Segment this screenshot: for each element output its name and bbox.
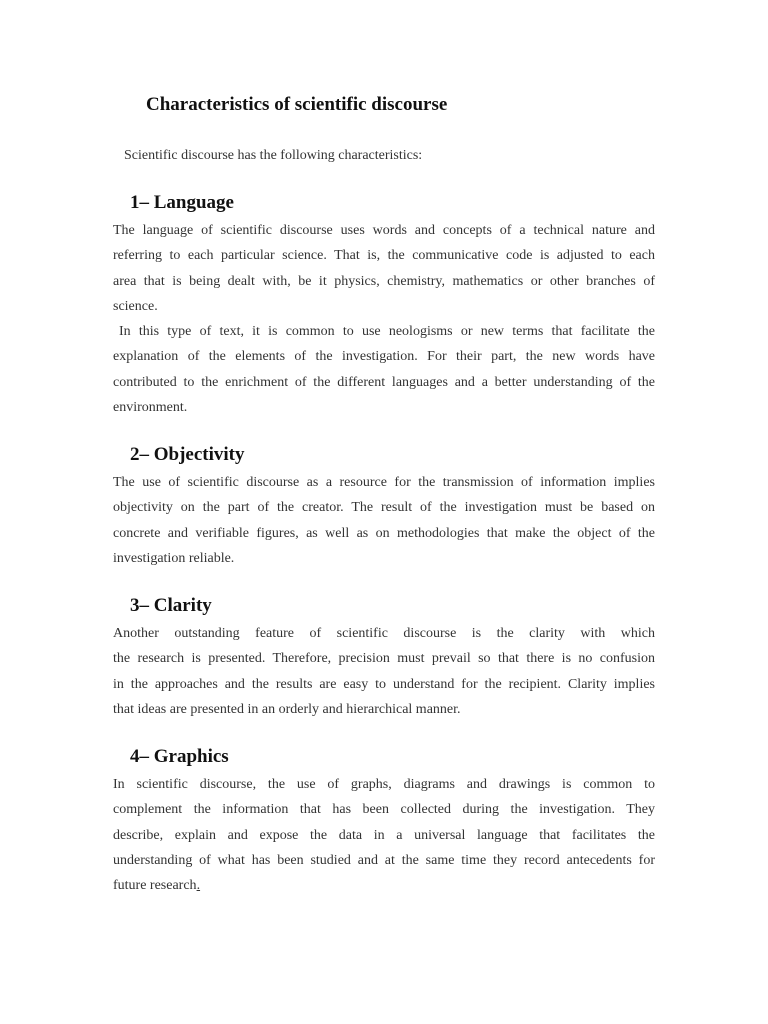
paragraph-line: complement the information that has been collected during the investigation. They (113, 802, 655, 818)
paragraph-line: that ideas are presented in an orderly and hierarchical manner. (113, 701, 461, 717)
paragraph-line: environment. (113, 399, 188, 415)
paragraph-line: objectivity on the part of the creator. The result of the investigation must be based on (113, 500, 655, 516)
paragraph-line: Another outstanding feature of scientific discourse is the clarity with which (113, 626, 655, 641)
paragraph-line: explanation of the elements of the investigation. For their part, the new words have (113, 349, 655, 365)
paragraph-line: describe, explain and expose the data in a universal language that facilitates the (113, 827, 655, 843)
paragraph-line: the research is presented. Therefore, precision must prevail so that there is no confusion (113, 651, 655, 667)
document-title: Characteristics of scientific discourse (146, 94, 448, 115)
section-objectivity-paragraph (113, 470, 655, 571)
section-heading-graphics: 4– Graphics (130, 746, 229, 767)
section-heading-objectivity: 2– Objectivity (130, 444, 245, 465)
paragraph-line: The language of scientific discourse uses words and concepts of a technical nature and (113, 223, 655, 238)
section-graphics-paragraph (113, 772, 655, 898)
section-language-paragraph-1 (113, 218, 655, 319)
paragraph-line-text: future research (113, 878, 197, 894)
intro-text: Scientific discourse has the following characteristics: (124, 148, 423, 163)
section-heading-clarity: 3– Clarity (130, 595, 212, 616)
paragraph-line: area that is being dealt with, be it physics, chemistry, mathematics or other branches of (113, 273, 655, 289)
paragraph-line: referring to each particular science. That is, the communicative code is adjusted to each (113, 248, 655, 264)
section-clarity-paragraph (113, 621, 655, 722)
paragraph-line: investigation reliable. (113, 550, 235, 566)
paragraph-line: In scientific discourse, the use of graphs, diagrams and drawings is common to (113, 777, 655, 792)
paragraph-line: contributed to the enrichment of the different languages and a better understanding of the (113, 374, 655, 390)
paragraph-line: science. (113, 298, 158, 314)
section-heading-language: 1– Language (130, 192, 234, 213)
paragraph-line: concrete and verifiable figures, as well as on methodologies that make the object of the (113, 525, 655, 541)
section-language-paragraph-2 (113, 319, 655, 420)
paragraph-line: The use of scientific discourse as a resource for the transmission of information implies (113, 475, 655, 490)
paragraph-line: in the approaches and the results are easy to understand for the recipient. Clarity implies (113, 676, 655, 692)
paragraph-line (113, 873, 655, 898)
paragraph-line: In this type of text, it is common to use neologisms or new terms that facilitate the (119, 324, 655, 339)
paragraph-line: understanding of what has been studied and at the same time they record antecedents for (113, 852, 655, 868)
trailing-period: . (196, 878, 201, 894)
